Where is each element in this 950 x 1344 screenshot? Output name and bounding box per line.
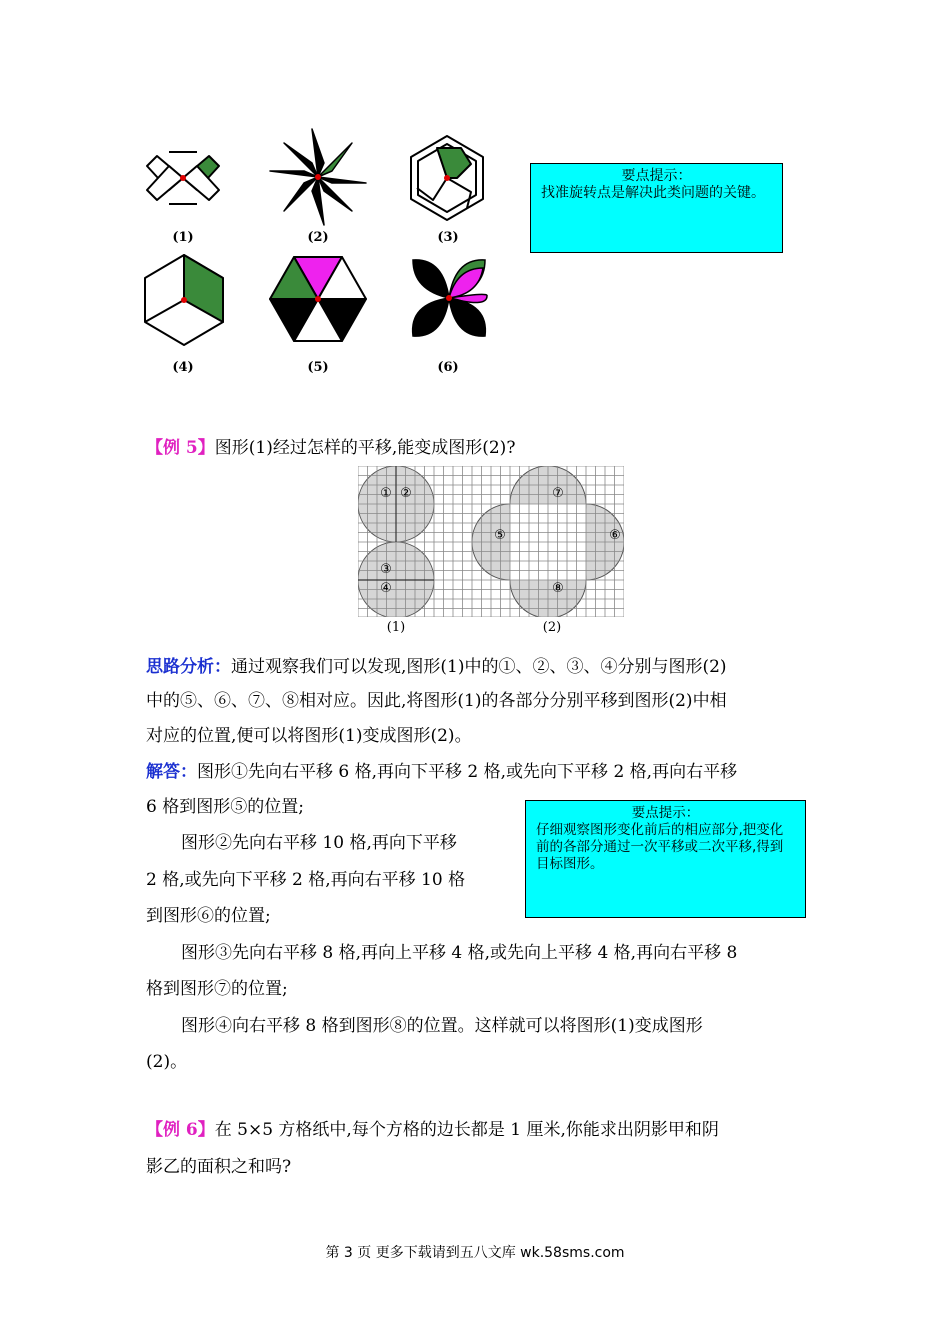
answer-label: 解答： <box>146 762 197 782</box>
figure-4 <box>145 255 223 345</box>
figure-caption-4: (4) <box>172 360 194 375</box>
answer-line-2: 6 格到图形⑤的位置; <box>146 797 304 817</box>
grid-label-7: ⑦ <box>552 486 564 501</box>
grid-caption-2: (2) <box>542 620 562 635</box>
tip2-title: 要点提示： <box>631 805 700 821</box>
example5-text: 图形(1)经过怎样的平移,能变成图形(2)? <box>214 438 516 458</box>
analysis-text-1: 通过观察我们可以发现,图形(1)中的①、②、③、④分别与图形(2) <box>231 657 727 677</box>
answer-line-4: 2 格,或先向下平移 2 格,再向右平移 10 格 <box>146 870 466 890</box>
answer-text-1: 图形①先向右平移 6 格,再向下平移 2 格,或先向下平移 2 格,再向右平移 <box>197 762 738 782</box>
figure-1 <box>147 152 219 204</box>
analysis-line-3: 对应的位置,便可以将图形(1)变成图形(2)。 <box>146 726 472 746</box>
analysis-line-2: 中的⑤、⑥、⑦、⑧相对应。因此,将图形(1)的各部分分别平移到图形(2)中相 <box>146 691 727 711</box>
example5-tag: 【例 5】 <box>146 438 215 458</box>
figure-5 <box>270 257 366 341</box>
figure-3 <box>411 136 483 220</box>
example5-question <box>146 436 515 460</box>
figure-caption-1: (1) <box>172 230 194 245</box>
answer-line-3: 图形②先向右平移 10 格,再向下平移 <box>181 833 457 853</box>
analysis-label: 思路分析： <box>146 657 231 677</box>
answer-line-7: 格到图形⑦的位置; <box>146 979 288 999</box>
tip-body: 找准旋转点是解决此类问题的关键。 <box>541 185 765 201</box>
grid-label-3: ③ <box>380 562 392 577</box>
figure-caption-5: (5) <box>307 360 329 375</box>
answer-line-6: 图形③先向右平移 8 格,再向上平移 4 格,或先向上平移 4 格,再向右平移 8 <box>181 943 738 963</box>
tip-title: 要点提示： <box>621 168 692 184</box>
analysis-line-1 <box>146 655 727 679</box>
example6-line-1 <box>146 1118 719 1142</box>
figure-6 <box>413 260 487 336</box>
figure-caption-3: (3) <box>437 230 459 245</box>
figure-2 <box>270 129 366 225</box>
example6-text-1: 在 5×5 方格纸中,每个方格的边长都是 1 厘米,你能求出阴影甲和阴 <box>214 1120 719 1140</box>
grid-label-4: ④ <box>380 581 392 596</box>
translation-grid <box>358 466 628 618</box>
page-footer: 第 3 页 更多下载请到五八文库 wk.58sms.com <box>325 1245 625 1261</box>
grid-label-5: ⑤ <box>494 528 506 543</box>
answer-line-9: (2)。 <box>146 1052 188 1072</box>
grid-label-1: ① <box>380 486 392 501</box>
tip-box-translation <box>525 800 806 918</box>
grid-label-8: ⑧ <box>552 581 564 596</box>
answer-line-8: 图形④向右平移 8 格到图形⑧的位置。这样就可以将图形(1)变成图形 <box>181 1016 703 1036</box>
tip-box-rotation <box>530 163 783 253</box>
example6-tag: 【例 6】 <box>146 1120 215 1140</box>
rotation-figures <box>140 125 500 385</box>
figure-caption-6: (6) <box>437 360 459 375</box>
grid-label-6: ⑥ <box>609 528 621 543</box>
example6-line-2: 影乙的面积之和吗? <box>146 1157 292 1177</box>
answer-line-5: 到图形⑥的位置; <box>146 906 271 926</box>
figure-caption-2: (2) <box>307 230 329 245</box>
tip2-body: 仔细观察图形变化前后的相应部分,把变化前的各部分通过一次平移或二次平移,得到目标图形。 <box>536 822 784 872</box>
grid-label-2: ② <box>400 486 412 501</box>
answer-line-1 <box>146 760 737 784</box>
grid-caption-1: (1) <box>386 620 406 635</box>
